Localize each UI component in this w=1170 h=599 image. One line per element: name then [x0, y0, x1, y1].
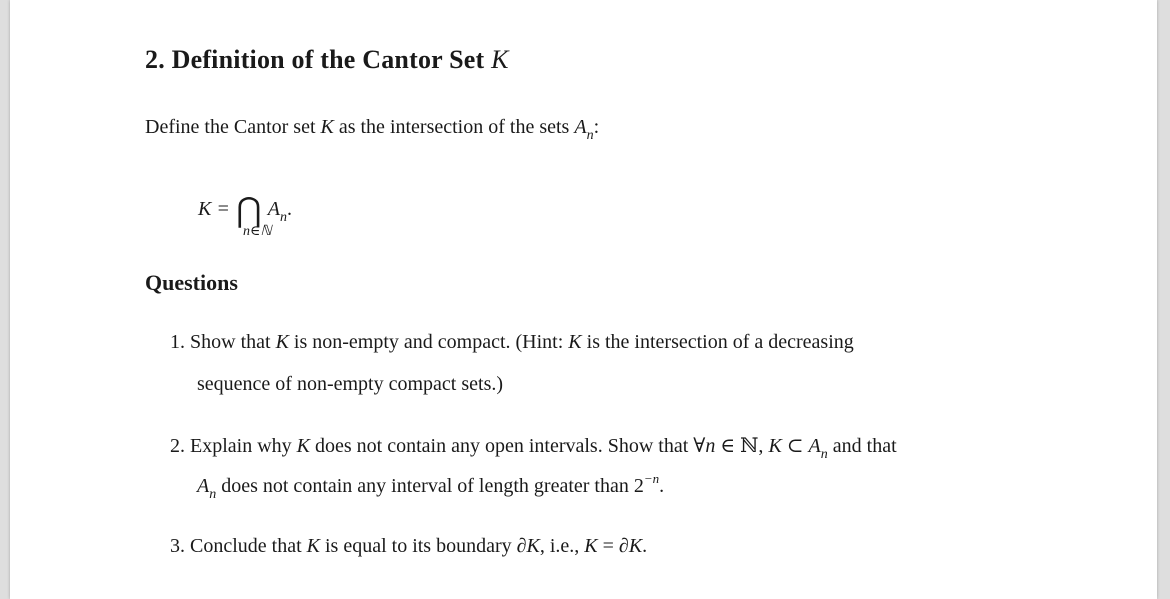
q2-subset-symbol: ⊂ — [786, 435, 804, 457]
question-1-line-1 — [170, 331, 854, 354]
q3-symbol-k4: K — [628, 535, 643, 557]
document-page — [10, 0, 1157, 599]
q1-symbol-k: K — [275, 331, 289, 353]
q1-symbol-k2: K — [568, 331, 582, 353]
q3-symbol-k: K — [306, 535, 320, 557]
intro-text-2: as the intersection of the sets — [338, 116, 570, 138]
q3-text-3: , i.e., — [539, 535, 580, 557]
section-number: 2. — [145, 45, 165, 74]
q2-symbol-n: n — [705, 435, 716, 457]
intro-symbol-k: K — [320, 116, 334, 138]
equation-under-index — [243, 223, 272, 240]
q2-text-3: ∈ ℕ, — [720, 435, 764, 457]
intro-paragraph — [145, 116, 600, 143]
question-1-number: 1. — [170, 331, 185, 353]
q2-text-1: Explain why — [190, 435, 292, 457]
cantor-equation — [198, 188, 292, 229]
q2-line2-exponent: −n — [643, 471, 660, 486]
q2-symbol-a: A — [808, 435, 821, 457]
q2-line2-period: . — [659, 475, 665, 497]
question-3 — [170, 535, 647, 558]
section-title: Definition of the Cantor Set — [171, 45, 485, 74]
equation-period: . — [286, 198, 292, 220]
q2-line2-symbol-a: A — [197, 475, 210, 497]
question-2-number: 2. — [170, 435, 185, 457]
q3-period: . — [642, 535, 648, 557]
q2-line2-text: does not contain any interval of length greater than 2 — [221, 475, 644, 497]
q3-text-1: Conclude that — [190, 535, 302, 557]
question-2-line-2 — [197, 471, 665, 502]
section-title-symbol: K — [491, 45, 509, 74]
questions-heading: Questions — [145, 270, 238, 295]
equation-lhs: K = — [198, 198, 230, 220]
under-index-text: n∈ℕ — [243, 224, 272, 239]
q2-text-2: does not contain any open intervals. Show that ∀ — [315, 435, 706, 457]
big-intersection-symbol: ⋂ — [236, 192, 262, 229]
q1-text-3: is the intersection of a decreasing — [586, 331, 854, 353]
question-1-line-2: sequence of non-empty compact sets.) — [197, 373, 504, 395]
section-heading — [145, 45, 509, 75]
intro-subscript-n: n — [586, 128, 594, 143]
intro-symbol-a: A — [574, 116, 587, 138]
q2-text-5: and that — [832, 435, 897, 457]
q3-symbol-k3: K — [584, 535, 598, 557]
q2-subscript-n: n — [820, 447, 828, 462]
q1-text-1: Show that — [190, 331, 271, 353]
question-2-line-1 — [170, 433, 897, 462]
question-3-number: 3. — [170, 535, 185, 557]
q3-text-2: is equal to its boundary ∂ — [324, 535, 527, 557]
q3-text-4: = ∂ — [602, 535, 629, 557]
intro-colon: : — [593, 116, 600, 138]
equation-symbol-a: A — [267, 198, 280, 220]
q1-text-2: is non-empty and compact. (Hint: — [293, 331, 564, 353]
q2-symbol-k: K — [296, 435, 310, 457]
q2-symbol-k2: K — [768, 435, 782, 457]
equation-subscript-n: n — [279, 210, 287, 225]
q3-symbol-k2: K — [526, 535, 540, 557]
q2-line2-subscript-n: n — [209, 487, 217, 502]
intro-text-1: Define the Cantor set — [145, 116, 316, 138]
